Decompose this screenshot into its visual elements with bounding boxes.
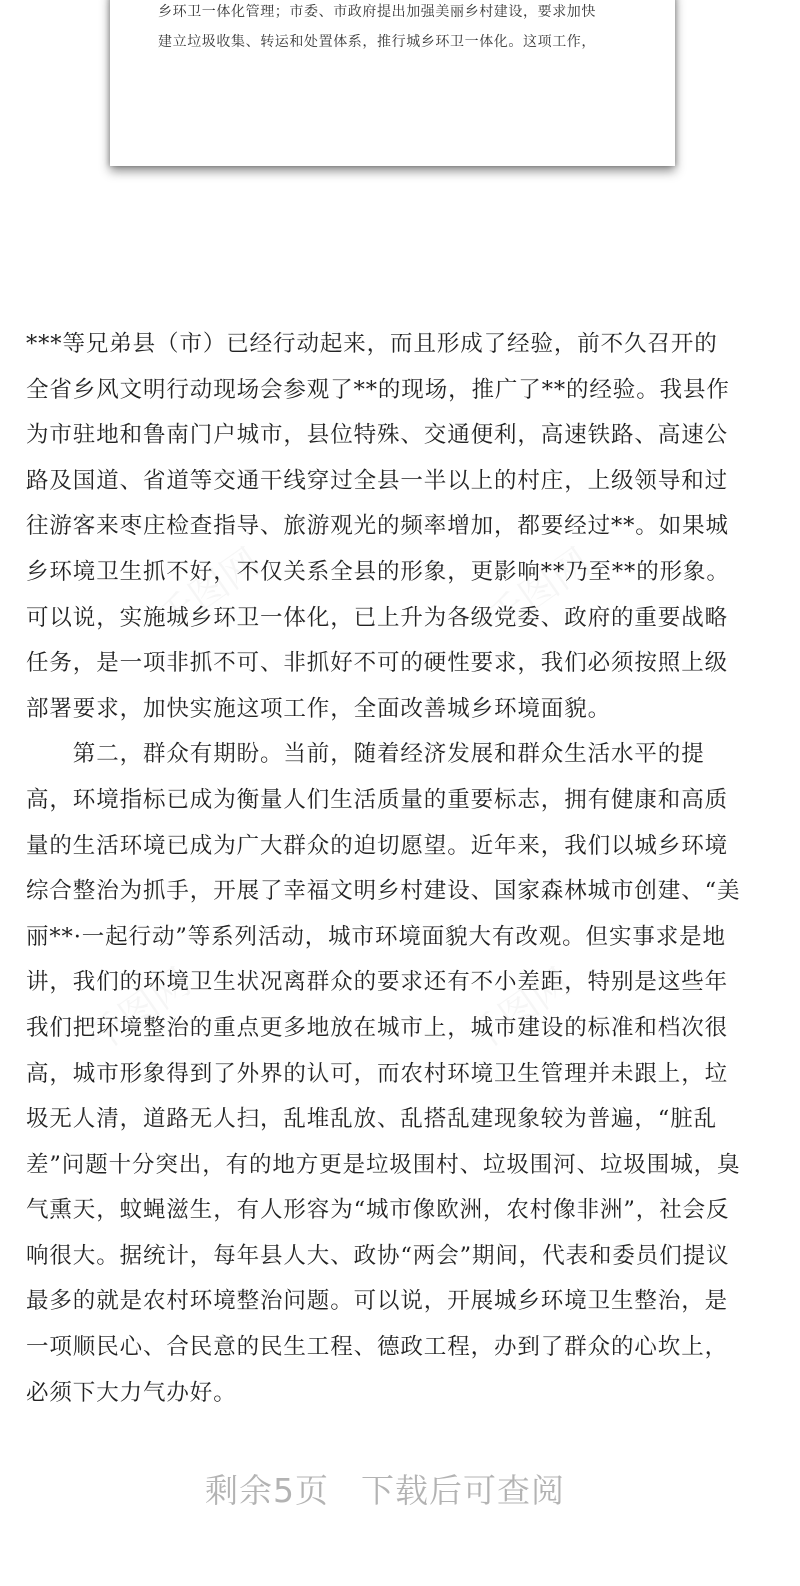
text-line: 丽**·一起行动”等系列活动，城市环境面貌大有改观。但实事求是地	[26, 923, 726, 950]
text-line: 气熏天，蚊蝇滋生，有人形容为“城市像欧洲，农村像非洲”，社会反	[26, 1197, 730, 1224]
watermark-graphic: 千图网	[149, 539, 269, 642]
download-to-view-label: 下载后可查阅	[361, 1471, 565, 1510]
text-line: 部署要求，加快实施这项工作，全面改善城乡环境面貌。	[26, 695, 612, 722]
text-line: ***等兄弟县（市）已经行动起来，而且形成了经验，前不久召开的	[26, 331, 718, 357]
text-line: 任务，是一项非抓不可、非抓好不可的硬性要求，我们必须按照上级	[26, 650, 729, 677]
watermark-graphic: 千图网	[479, 539, 599, 642]
text-line: 可以说，实施城乡环卫一体化，已上升为各级党委、政府的重要战略	[26, 604, 729, 631]
preview-line-2: 建立垃圾收集、转运和处置体系，推行城乡环卫一体化。这项工作，	[158, 34, 596, 50]
text-line: 高，城市形象得到了外界的认可，而农村环境卫生管理并未跟上，垃	[26, 1060, 729, 1087]
text-line: 路及国道、省道等交通干线穿过全县一半以上的村庄，上级领导和过	[26, 467, 729, 494]
preview-page-card	[110, 0, 675, 166]
text-line: 乡环境卫生抓不好，不仅关系全县的形象，更影响**乃至**的形象。	[26, 558, 730, 585]
remaining-pages-label: 剩余5页	[205, 1471, 329, 1510]
text-line: 高，环境指标已成为衡量人们生活质量的重要标志，拥有健康和高质	[26, 786, 729, 813]
text-line: 差”问题十分突出，有的地方更是垃圾围村、垃圾围河、垃圾围城，臭	[26, 1151, 741, 1178]
text-line: 响很大。据统计，每年县人大、政协“两会”期间，代表和委员们提议	[26, 1242, 730, 1269]
text-line: 一项顺民心、合民意的民生工程、德政工程，办到了群众的心坎上，	[26, 1334, 729, 1361]
document-body	[26, 322, 776, 1416]
watermark-graphic: 千图网	[79, 959, 199, 1062]
preview-line-1: 乡环卫一体化管理；市委、市政府提出加强美丽乡村建设，要求加快	[158, 4, 596, 20]
remaining-pages-notice[interactable]	[0, 1466, 770, 1516]
text-line: 必须下大力气办好。	[26, 1379, 237, 1406]
text-line: 我们把环境整治的重点更多地放在城市上，城市建设的标准和档次很	[26, 1014, 729, 1041]
text-line: 综合整治为抓手，开展了幸福文明乡村建设、国家森林城市创建、“美	[26, 878, 741, 905]
text-line: 量的生活环境已成为广大群众的迫切愿望。近年来，我们以城乡环境	[26, 832, 729, 859]
text-line: 最多的就是农村环境整治问题。可以说，开展城乡环境卫生整治，是	[26, 1288, 729, 1315]
watermark-graphic: 千图网	[459, 959, 579, 1062]
text-line: 圾无人清，道路无人扫，乱堆乱放、乱搭乱建现象较为普遍，“脏乱	[26, 1106, 718, 1133]
text-line: 第二，群众有期盼。当前，随着经济发展和群众生活水平的提	[26, 741, 705, 768]
text-line: 全省乡风文明行动现场会参观了**的现场，推广了**的经验。我县作	[26, 376, 730, 403]
text-line: 为市驻地和鲁南门户城市，县位特殊、交通便利，高速铁路、高速公	[26, 422, 729, 449]
text-line: 往游客来枣庄检查指导、旅游观光的频率增加，都要经过**。如果城	[26, 513, 729, 540]
text-line: 讲，我们的环境卫生状况离群众的要求还有不小差距，特别是这些年	[26, 969, 729, 996]
